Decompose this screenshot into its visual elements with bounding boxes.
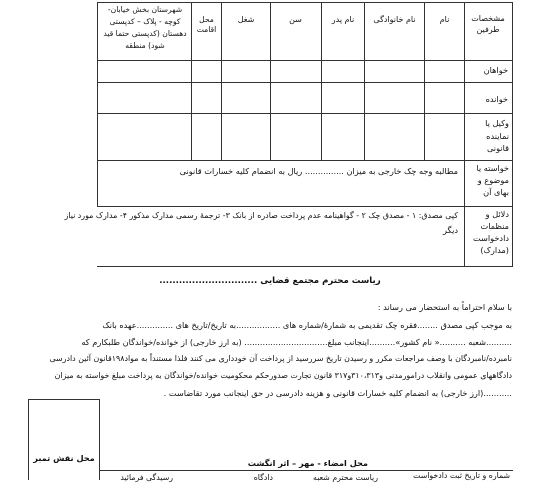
body-line-5: ...........(ارز خارجی) به انضمام کلیه خسارات قانونی و هزینه دادرسی در حق اینجانب مورد تقاضاست . (163, 388, 512, 398)
row-line-plaintiff (97, 82, 513, 83)
header-first-name: نام (439, 15, 450, 24)
header-address: شهرستان بخش خیابان- کوچه - پلاک – کدپستی دهستان (کدپستی حتما قید شود) منطقه (103, 5, 187, 51)
body-line-1: به موجب کپی مصدق ........فقره چک تقدیمی به شمارۀ/شماره های .................به تاریخ/تاریخ های ..............عهده بانک (102, 320, 512, 330)
table-left-border (97, 2, 98, 206)
stamp-label: محل نقش تمبر (33, 453, 95, 463)
header-job: شغل (237, 15, 255, 24)
body-line-2: ..........شعبه ..........« نام کشور»..........اینجانب مبلغ................................ (به ارز خارجی) از خوانده/خواندگان طلبکارم که (81, 337, 512, 347)
header-residence: محل اقامت (196, 15, 217, 35)
greeting: با سلام احتراماً به استحضار می رساند : (377, 302, 512, 312)
body-line-3: نامبرده/نامبردگان با وصف مراجعات مکرر و رسیدن تاریخ سررسید از پرداخت آن خودداری می کنند فلذا مستنداً به مواد۱۹۸قانون آئین دادرسی (49, 354, 512, 363)
footer-text-2: ریاست محترم شعبه (313, 473, 378, 482)
row-line-lawyer (97, 160, 513, 161)
stamp-box-right (99, 399, 100, 480)
evidence-text-line-1: کپی مصدق: ۱ - مصدق چک ۲ - گواهینامه عدم پرداخت صادره از بانک ۳- ترجمۀ رسمی مدارک مذکور ۴- مدارک مورد نیاز (64, 211, 458, 220)
row-label-lawyer: وکیل یا نماینده قانونی (485, 118, 509, 154)
header-father-name: نام پدر (331, 15, 355, 24)
row-line-defendant (97, 113, 513, 114)
stamp-box-left (28, 399, 29, 480)
header-parties-spec: مشخصات طرفین (471, 14, 505, 34)
row-label-evidence: دلائل و منظمات دادخواست (مدارک) (472, 209, 509, 255)
header-age: سن (289, 15, 302, 24)
row-line-request (97, 206, 513, 207)
evidence-text-line-2: دیگر (443, 225, 458, 235)
addressee: ریاست محترم مجتمع قضایی .............................. (159, 276, 381, 286)
row-line-header (97, 60, 513, 61)
row-label-defendant: خوانده (485, 94, 508, 104)
request-text: مطالبه وجه چک خارجی به میزان ............... ریال به انضمام کلیه خسارات قانونی (179, 166, 458, 176)
footer-text-4: رسیدگی فرمائید (120, 473, 173, 482)
footer-text-1: شماره و تاریخ ثبت دادخواست (413, 471, 510, 480)
signature-label: محل امضاء - مهر – اثر انگشت (247, 458, 368, 468)
body-line-4: دادگاههای عمومی وانقلاب درامورمدنی و۳۱۰،۳۱۳و۳۱۷ قانون تجارت صدورحکم محکومیت خوانده/خواندگان به پرداخت مبلغ خواسته به میزان (54, 371, 512, 380)
footer-text-3: دادگاه (253, 473, 273, 482)
row-label-plaintiff: خواهان (483, 65, 508, 75)
header-last-name: نام خانوادگی (373, 15, 416, 24)
table-bottom-border (97, 266, 513, 267)
row-label-request: خواسته یا موضوع و بهای آن (476, 163, 509, 197)
stamp-box-top (28, 399, 100, 400)
table-right-border (512, 2, 513, 266)
table-top-border (97, 2, 513, 3)
